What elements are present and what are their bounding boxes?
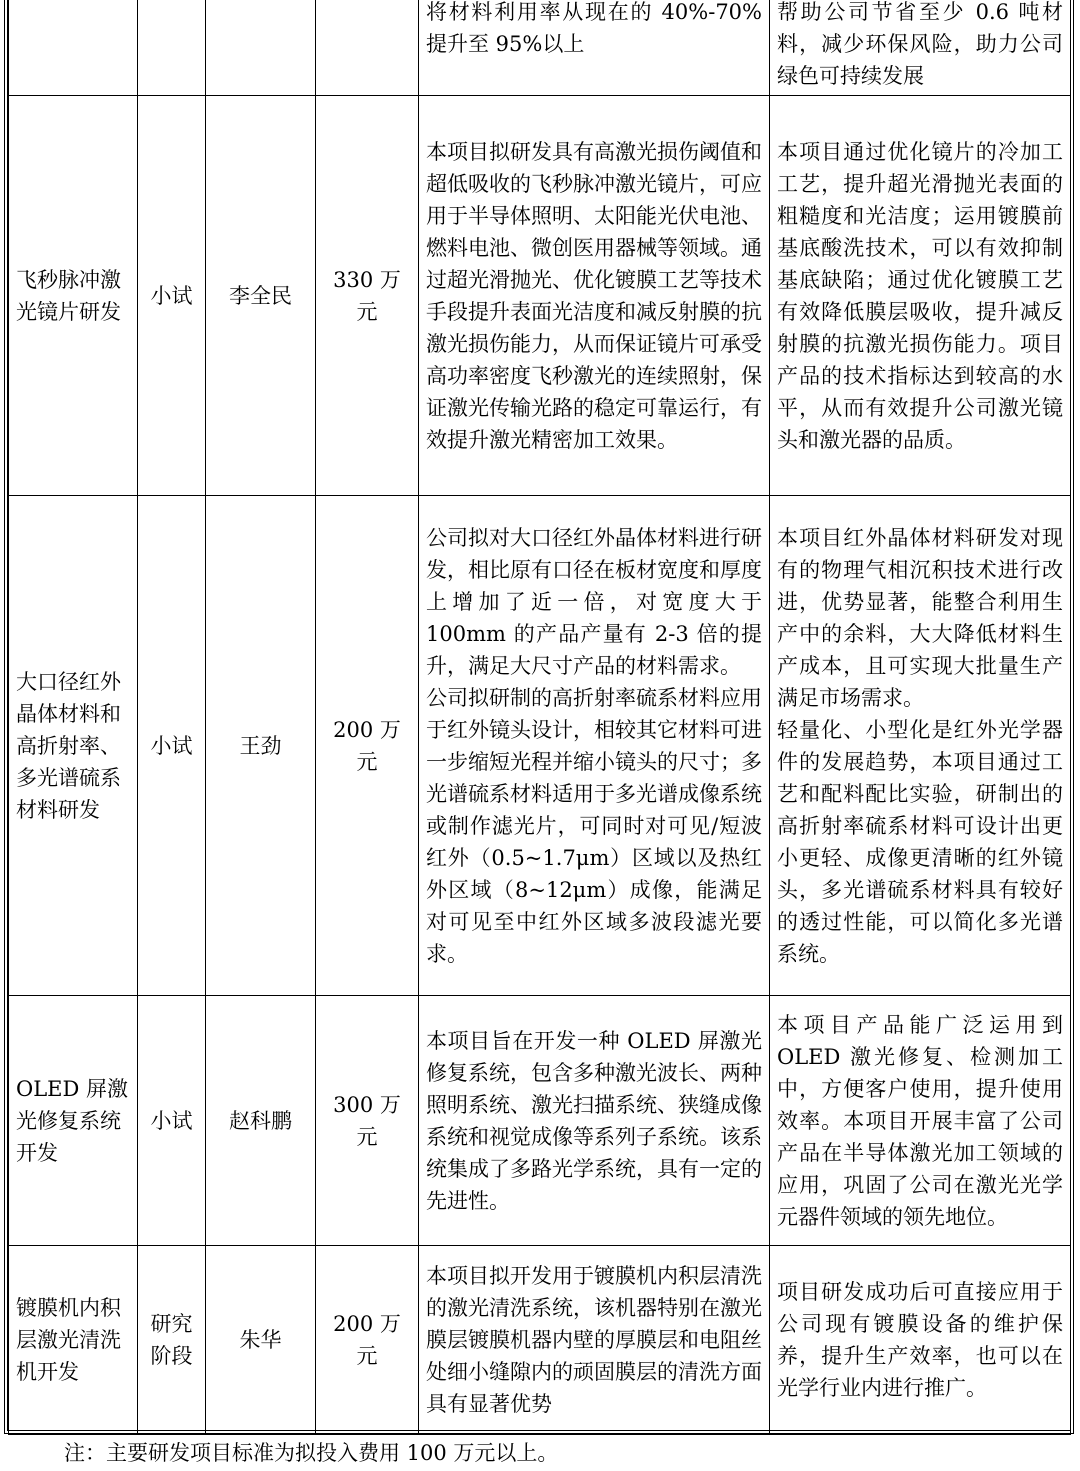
project-budget-cell: 300 万元	[316, 996, 419, 1246]
project-stage-cell: 小试	[138, 996, 206, 1246]
project-impact-cell: 帮助公司节省至少 0.6 吨材料，减少环保风险，助力公司绿色可持续发展	[770, 0, 1071, 96]
project-lead-cell: 朱华	[206, 1246, 316, 1435]
project-stage-cell	[138, 0, 206, 96]
project-content-cell: 本项目拟开发用于镀膜机内积层清洗的激光清洗系统，该机器特别在激光膜层镀膜机器内壁的厚膜层和电阻丝处细小缝隙内的顽固膜层的清洗方面具有显著优势	[419, 1246, 770, 1435]
project-name-cell: 飞秒脉冲激光镜片研发	[9, 96, 138, 496]
project-impact-cell: 本项目通过优化镜片的冷加工工艺，提升超光滑抛光表面的粗糙度和光洁度；运用镀膜前基底酸洗技术，可以有效抑制基底缺陷；通过优化镀膜工艺有效降低膜层吸收，提升减反射膜的抗激光损伤能力。项目产品的技术指标达到较高的水平，从而有效提升公司激光镜头和激光器的品质。	[770, 96, 1071, 496]
project-budget-cell	[316, 0, 419, 96]
project-budget-cell: 200 万元	[316, 1246, 419, 1435]
project-stage-cell: 小试	[138, 496, 206, 996]
project-content-cell: 将材料利用率从现在的 40%-70%提升至 95%以上	[419, 0, 770, 96]
project-name-cell: OLED 屏激光修复系统开发	[9, 996, 138, 1246]
project-name-cell	[9, 0, 138, 96]
project-impact-cell: 本项目红外晶体材料研发对现有的物理气相沉积技术进行改进，优势显著，能整合利用生产中的余料，大大降低材料生产成本，且可实现大批量生产满足市场需求。 轻量化、小型化是红外光学器件的发展趋势，本项目通过工艺和配料配比实验，研制出的高折射率硫系材料可设计出更小更轻、成像更清晰的红外镜头，多光谱硫系材料具有较好的透过性能，可以简化多光谱系统。	[770, 496, 1071, 996]
project-impact-cell: 项目研发成功后可直接应用于公司现有镀膜设备的维护保养，提升生产效率，也可以在光学行业内进行推广。	[770, 1246, 1071, 1435]
rd-projects-table-frame	[4, 0, 1074, 1434]
project-lead-cell	[206, 0, 316, 96]
table-row	[9, 96, 1071, 496]
project-name-cell: 镀膜机内积层激光清洗机开发	[9, 1246, 138, 1435]
project-content-cell: 本项目拟研发具有高激光损伤阈值和超低吸收的飞秒脉冲激光镜片，可应用于半导体照明、太阳能光伏电池、燃料电池、微创医用器械等领域。通过超光滑抛光、优化镀膜工艺等技术手段提升表面光洁度和减反射膜的抗激光损伤能力，从而保证镜片可承受高功率密度飞秒激光的连续照射，保证激光传输光路的稳定可靠运行，有效提升激光精密加工效果。	[419, 96, 770, 496]
table-row	[9, 1246, 1071, 1435]
project-stage-cell: 研究阶段	[138, 1246, 206, 1435]
table-row	[9, 496, 1071, 996]
project-impact-cell: 本项目产品能广泛运用到 OLED 激光修复、检测加工中，方便客户使用，提升使用效率。本项目开展丰富了公司产品在半导体激光加工领域的应用，巩固了公司在激光光学元器件领域的领先地位。	[770, 996, 1071, 1246]
table-row	[9, 996, 1071, 1246]
project-budget-cell: 330 万元	[316, 96, 419, 496]
project-lead-cell: 王劲	[206, 496, 316, 996]
table-row	[9, 0, 1071, 96]
footnote: 注：主要研发项目标准为拟投入费用 100 万元以上。	[64, 1441, 559, 1465]
project-name-cell: 大口径红外晶体材料和高折射率、多光谱硫系材料研发	[9, 496, 138, 996]
project-content-cell: 本项目旨在开发一种 OLED 屏激光修复系统，包含多种激光波长、两种照明系统、激光扫描系统、狭缝成像系统和视觉成像等系列子系统。该系统集成了多路光学系统，具有一定的先进性。	[419, 996, 770, 1246]
project-budget-cell: 200 万元	[316, 496, 419, 996]
project-stage-cell: 小试	[138, 96, 206, 496]
project-lead-cell: 赵科鹏	[206, 996, 316, 1246]
rd-projects-table	[8, 0, 1071, 1435]
project-content-cell: 公司拟对大口径红外晶体材料进行研发，相比原有口径在板材宽度和厚度上增加了近一倍，对宽度大于 100mm 的产品产量有 2-3 倍的提升，满足大尺寸产品的材料需求。 公司拟研制的高折射率硫系材料应用于红外镜头设计，相较其它材料可进一步缩短光程并缩小镜头的尺寸；多光谱硫系材料适用于多光谱成像系统或制作滤光片，可同时对可见/短波红外（0.5~1.7μm）区域以及热红外区域（8~12μm）成像，能满足对可见至中红外区域多波段滤光要求。	[419, 496, 770, 996]
project-lead-cell: 李全民	[206, 96, 316, 496]
